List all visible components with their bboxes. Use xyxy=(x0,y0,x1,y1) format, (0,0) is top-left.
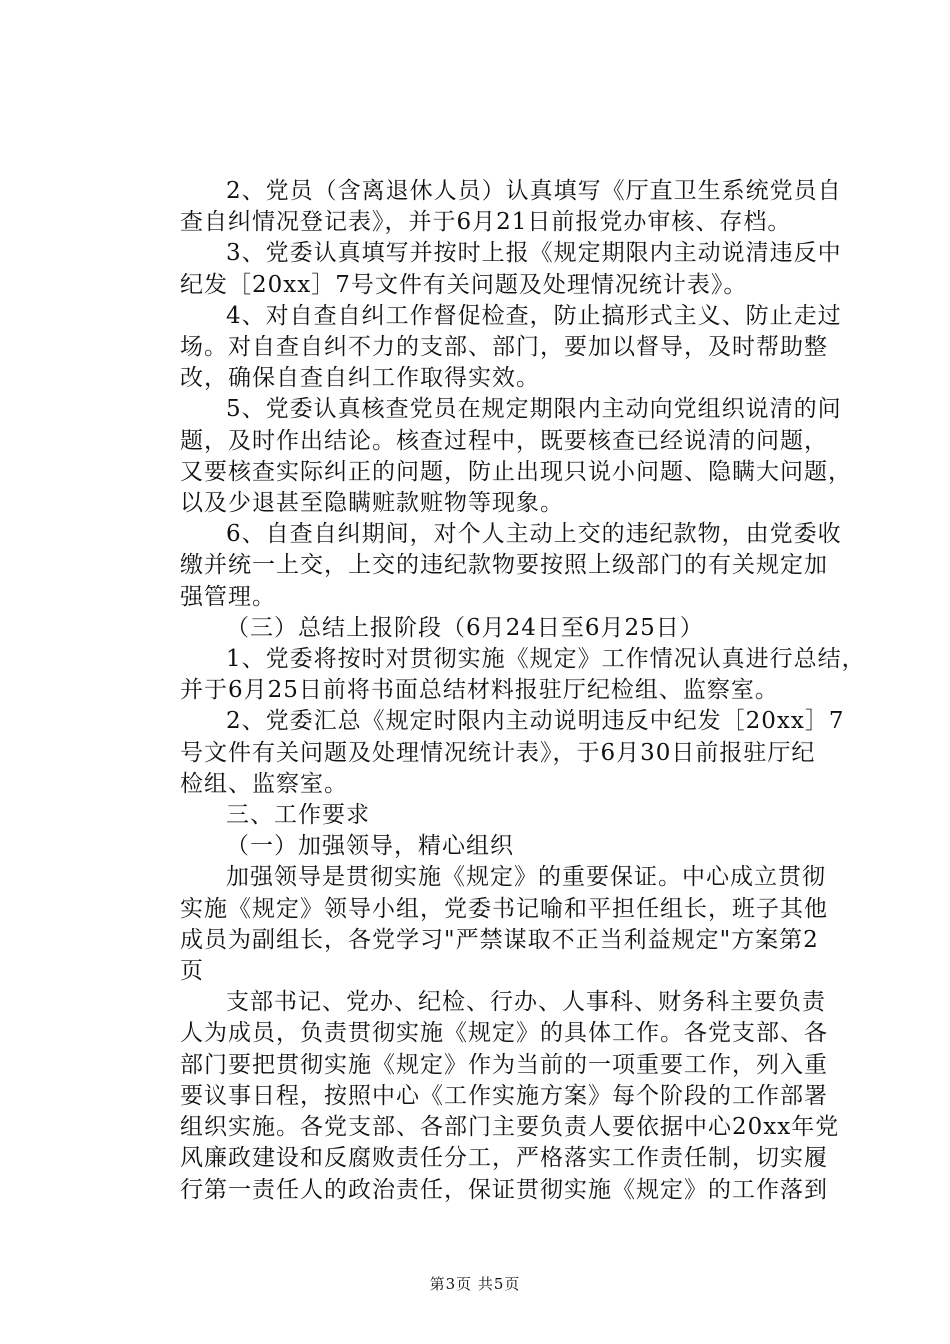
text-line: 检组、监察室。 xyxy=(180,770,348,797)
text-line: 要议事日程，按照中心《工作实施方案》每个阶段的工作部署 xyxy=(180,1082,828,1109)
text-line: 风廉政建设和反腐败责任分工，严格落实工作责任制，切实履 xyxy=(180,1145,828,1172)
text-line: 1、党委将按时对贯彻实施《规定》工作情况认真进行总结， xyxy=(226,646,866,673)
text-line: 支部书记、党办、纪检、行办、人事科、财务科主要负责 xyxy=(226,989,826,1016)
text-line: 查自纠情况登记表》，并于6月21日前报党办审核、存档。 xyxy=(180,209,792,236)
text-line: 题，及时作出结论。核查过程中，既要核查已经说清的问题， xyxy=(180,427,828,454)
text-line: 强管理。 xyxy=(180,583,276,610)
section-heading: （一）加强领导，精心组织 xyxy=(226,833,514,860)
text-line: 实施《规定》领导小组，党委书记喻和平担任组长，班子其他 xyxy=(180,895,828,922)
text-line: 又要核查实际纠正的问题，防止出现只说小问题、隐瞒大问题， xyxy=(180,458,852,485)
text-line: 缴并统一上交，上交的违纪款物要按照上级部门的有关规定加 xyxy=(180,552,828,579)
text-line: 号文件有关问题及处理情况统计表》，于6月30日前报驻厅纪 xyxy=(180,739,816,766)
text-line: 5、党委认真核查党员在规定期限内主动向党组织说清的问 xyxy=(226,396,842,423)
text-line: 行第一责任人的政治责任，保证贯彻实施《规定》的工作落到 xyxy=(180,1176,828,1203)
text-line: 并于6月25日前将书面总结材料报驻厅纪检组、监察室。 xyxy=(180,677,779,704)
text-line: 2、党委汇总《规定时限内主动说明违反中纪发［20xx］7 xyxy=(226,708,845,735)
text-line: 部门要把贯彻实施《规定》作为当前的一项重要工作，列入重 xyxy=(180,1051,828,1078)
page-number-footer: 第3页 共5页 xyxy=(429,1275,521,1293)
text-line: 成员为副组长，各党学习"严禁谋取不正当利益规定"方案第2 xyxy=(180,926,819,953)
text-line: 3、党委认真填写并按时上报《规定期限内主动说清违反中 xyxy=(226,240,842,267)
document-body xyxy=(134,176,866,1206)
text-line: 4、对自查自纠工作督促检查，防止搞形式主义、防止走过 xyxy=(226,302,842,329)
text-line: 人为成员，负责贯彻实施《规定》的具体工作。各党支部、各 xyxy=(180,1020,828,1047)
section-heading: 三、工作要求 xyxy=(226,802,370,829)
text-line: 加强领导是贯彻实施《规定》的重要保证。中心成立贯彻 xyxy=(226,864,826,891)
text-line: 页 xyxy=(180,958,204,985)
text-line: 场。对自查自纠不力的支部、部门，要加以督导，及时帮助整 xyxy=(180,334,828,361)
text-line: 组织实施。各党支部、各部门主要负责人要依据中心20xx年党 xyxy=(180,1114,840,1141)
text-line: 2、党员（含离退休人员）认真填写《厅直卫生系统党员自 xyxy=(226,178,842,204)
text-block xyxy=(134,176,866,1206)
text-line: 以及少退甚至隐瞒赃款赃物等现象。 xyxy=(180,490,564,517)
text-line: 6、自查自纠期间，对个人主动上交的违纪款物，由党委收 xyxy=(226,521,842,548)
text-line: 改，确保自查自纠工作取得实效。 xyxy=(180,365,540,392)
text-line: 纪发［20xx］7号文件有关问题及处理情况统计表》。 xyxy=(180,271,748,298)
section-heading: （三）总结上报阶段（6月24日至6月25日） xyxy=(226,614,704,641)
